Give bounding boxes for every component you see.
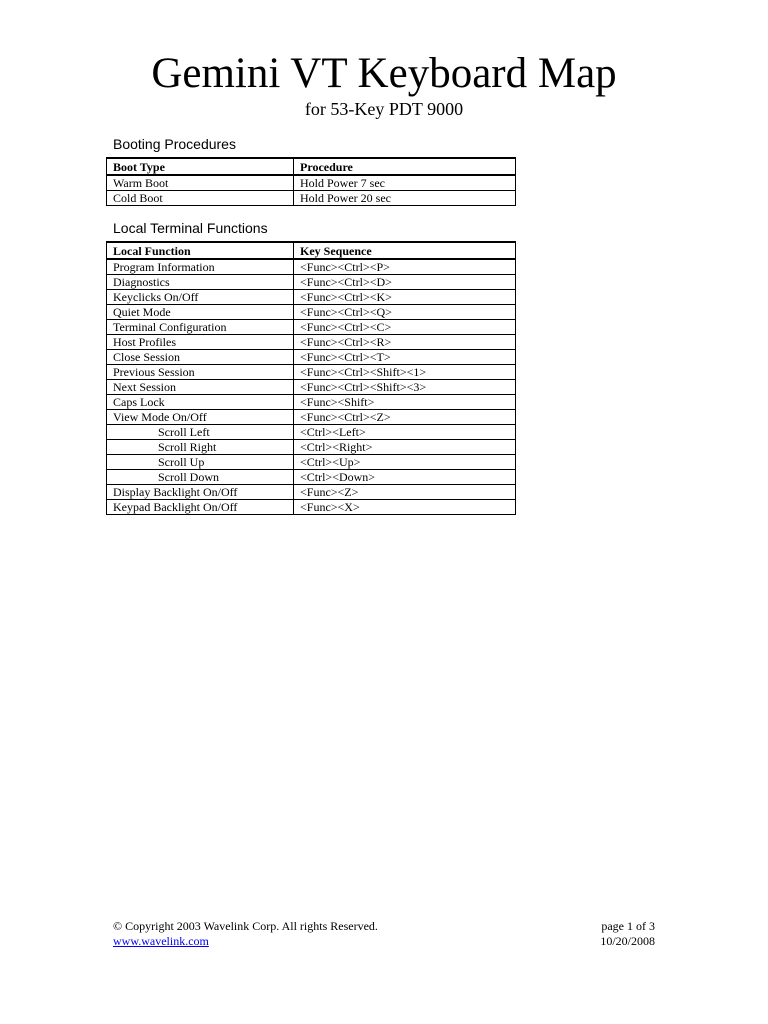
- key-sequence-cell: <Func><Ctrl><Z>: [294, 410, 516, 425]
- column-header-local-function: Local Function: [107, 242, 294, 259]
- function-cell: Keyclicks On/Off: [107, 290, 294, 305]
- key-sequence-cell: <Func><Ctrl><K>: [294, 290, 516, 305]
- function-cell: View Mode On/Off: [107, 410, 294, 425]
- page-number: page 1 of 3: [601, 919, 655, 933]
- function-cell: Scroll Down: [107, 470, 294, 485]
- function-cell: Scroll Up: [107, 455, 294, 470]
- key-sequence-cell: <Func><Shift>: [294, 395, 516, 410]
- table-row: [107, 440, 516, 455]
- table-row: [107, 275, 516, 290]
- booting-procedures-heading: Booting Procedures: [113, 136, 236, 152]
- function-cell: Quiet Mode: [107, 305, 294, 320]
- function-cell: Diagnostics: [107, 275, 294, 290]
- local-terminal-functions-heading: Local Terminal Functions: [113, 220, 268, 236]
- column-header-procedure: Procedure: [294, 158, 516, 175]
- key-sequence-cell: <Func><Ctrl><T>: [294, 350, 516, 365]
- function-cell: Program Information: [107, 259, 294, 275]
- table-row: [107, 485, 516, 500]
- key-sequence-cell: <Func><Ctrl><Shift><1>: [294, 365, 516, 380]
- footer-right: [600, 919, 655, 949]
- table-header-row: [107, 242, 516, 259]
- key-sequence-cell: <Ctrl><Left>: [294, 425, 516, 440]
- key-sequence-cell: <Ctrl><Down>: [294, 470, 516, 485]
- key-sequence-cell: <Func><Ctrl><D>: [294, 275, 516, 290]
- table-row: [107, 191, 516, 206]
- column-header-boot-type: Boot Type: [107, 158, 294, 175]
- column-header-key-sequence: Key Sequence: [294, 242, 516, 259]
- table-row: [107, 175, 516, 191]
- document-date: 10/20/2008: [600, 934, 655, 948]
- boot-type-cell: Cold Boot: [107, 191, 294, 206]
- key-sequence-cell: <Ctrl><Up>: [294, 455, 516, 470]
- function-cell: Keypad Backlight On/Off: [107, 500, 294, 515]
- document-title: Gemini VT Keyboard Map: [151, 50, 617, 97]
- copyright-text: © Copyright 2003 Wavelink Corp. All rights Reserved.: [113, 919, 378, 933]
- table-row: [107, 259, 516, 275]
- local-terminal-functions-table: [106, 241, 516, 515]
- key-sequence-cell: <Ctrl><Right>: [294, 440, 516, 455]
- function-cell: Previous Session: [107, 365, 294, 380]
- table-row: [107, 395, 516, 410]
- table-row: [107, 305, 516, 320]
- procedure-cell: Hold Power 7 sec: [294, 175, 516, 191]
- key-sequence-cell: <Func><Ctrl><Shift><3>: [294, 380, 516, 395]
- table-row: [107, 410, 516, 425]
- function-cell: Caps Lock: [107, 395, 294, 410]
- key-sequence-cell: <Func><X>: [294, 500, 516, 515]
- table-header-row: [107, 158, 516, 175]
- document-subtitle: for 53-Key PDT 9000: [304, 99, 464, 119]
- key-sequence-cell: <Func><Z>: [294, 485, 516, 500]
- key-sequence-cell: <Func><Ctrl><Q>: [294, 305, 516, 320]
- function-cell: Terminal Configuration: [107, 320, 294, 335]
- function-cell: Next Session: [107, 380, 294, 395]
- table-row: [107, 380, 516, 395]
- table-row: [107, 455, 516, 470]
- table-row: [107, 365, 516, 380]
- website-link[interactable]: www.wavelink.com: [113, 934, 209, 948]
- table-row: [107, 470, 516, 485]
- key-sequence-cell: <Func><Ctrl><R>: [294, 335, 516, 350]
- function-cell: Scroll Left: [107, 425, 294, 440]
- booting-procedures-table: [106, 157, 516, 206]
- function-cell: Host Profiles: [107, 335, 294, 350]
- table-row: [107, 290, 516, 305]
- table-row: [107, 425, 516, 440]
- table-row: [107, 335, 516, 350]
- function-cell: Display Backlight On/Off: [107, 485, 294, 500]
- footer-left: [113, 919, 378, 949]
- table-row: [107, 500, 516, 515]
- boot-type-cell: Warm Boot: [107, 175, 294, 191]
- key-sequence-cell: <Func><Ctrl><P>: [294, 259, 516, 275]
- table-row: [107, 320, 516, 335]
- procedure-cell: Hold Power 20 sec: [294, 191, 516, 206]
- function-cell: Close Session: [107, 350, 294, 365]
- function-cell: Scroll Right: [107, 440, 294, 455]
- key-sequence-cell: <Func><Ctrl><C>: [294, 320, 516, 335]
- table-row: [107, 350, 516, 365]
